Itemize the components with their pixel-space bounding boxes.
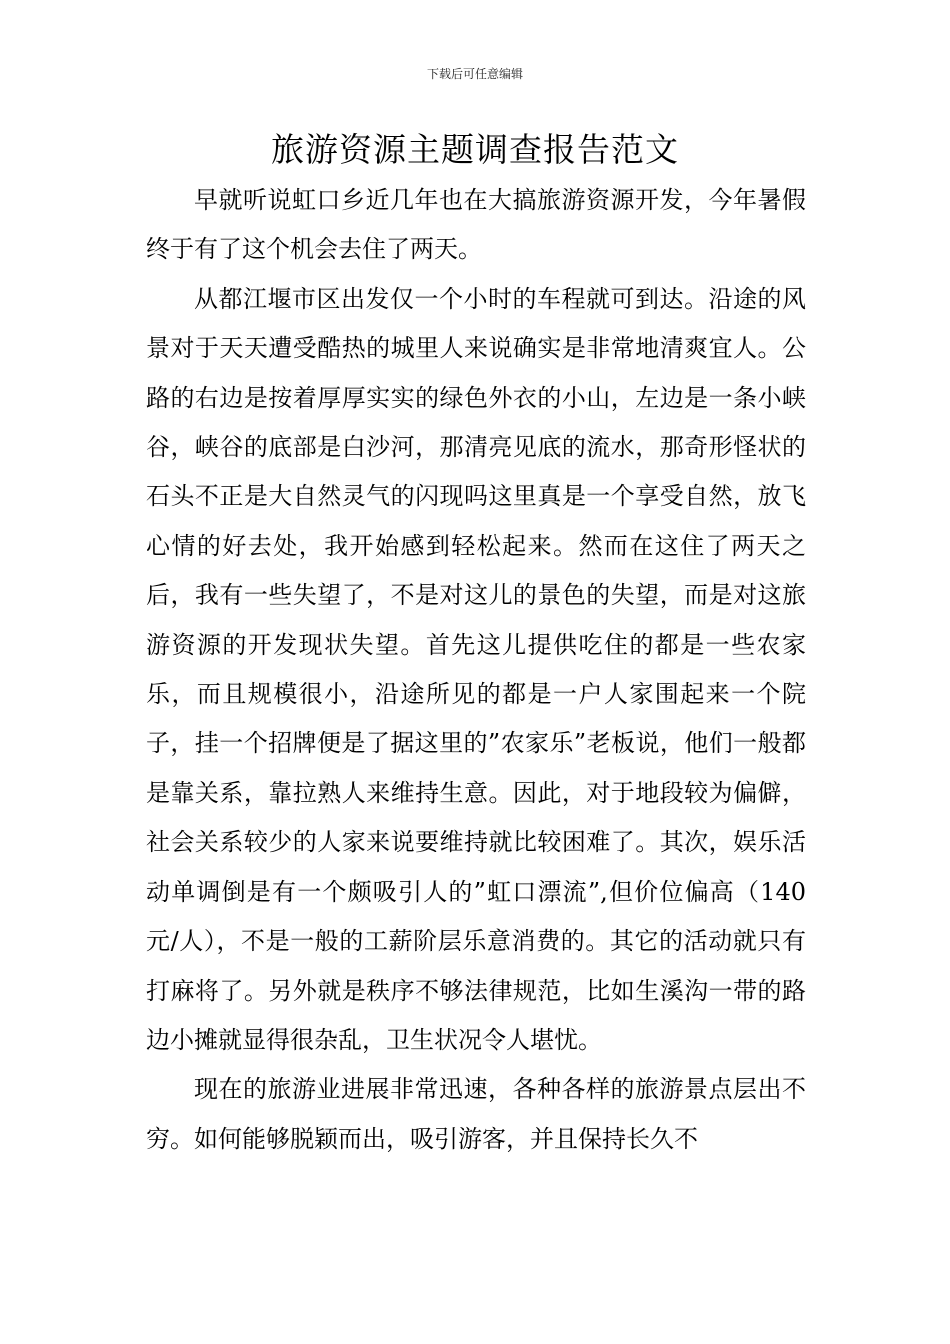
paragraph-journey: 从都江堰市区出发仅一个小时的车程就可到达。沿途的风景对于天天遭受酷热的城里人来说确实是非常地清爽宜人。公路的右边是按着厚厚实实的绿色外衣的小山，左边是一条小峡谷，峡谷的底部是白沙河，那清亮见底的流水，那奇形怪状的石头不正是大自然灵气的闪现吗这里真是一个享受自然，放飞心情的好去处，我开始感到轻松起来。然而在这住了两天之后，我有一些失望了，不是对这儿的景色的失望，而是对这旅游资源的开发现状失望。首先这儿提供吃住的都是一些农家乐，而且规模很小，沿途所见的都是一户人家围起来一个院子，挂一个招牌便是了据这里的”农家乐”老板说，他们一般都是靠关系，靠拉熟人来维持生意。因此，对于地段较为偏僻，社会关系较少的人家来说要维持就比较困难了。其次，娱乐活动单调倒是有一个颇吸引人的”虹口漂流”,但价位偏高（140元/人），不是一般的工薪阶层乐意消费的。其它的活动就只有打麻将了。另外就是秩序不够法律规范，比如生溪沟一带的路边小摊就显得很杂乱，卫生状况令人堪忧。 [146,284,806,1054]
paragraph-analysis: 现在的旅游业进展非常迅速，各种各样的旅游景点层出不穷。如何能够脱颖而出，吸引游客，并且保持长久不 [146,1075,806,1153]
document-title: 旅游资源主题调查报告范文 [271,130,679,169]
paragraph-intro: 早就听说虹口乡近几年也在大搞旅游资源开发，今年暑假终于有了这个机会去住了两天。 [146,186,806,264]
header-note: 下载后可任意编辑 [426,67,523,81]
document-body [146,176,806,1164]
